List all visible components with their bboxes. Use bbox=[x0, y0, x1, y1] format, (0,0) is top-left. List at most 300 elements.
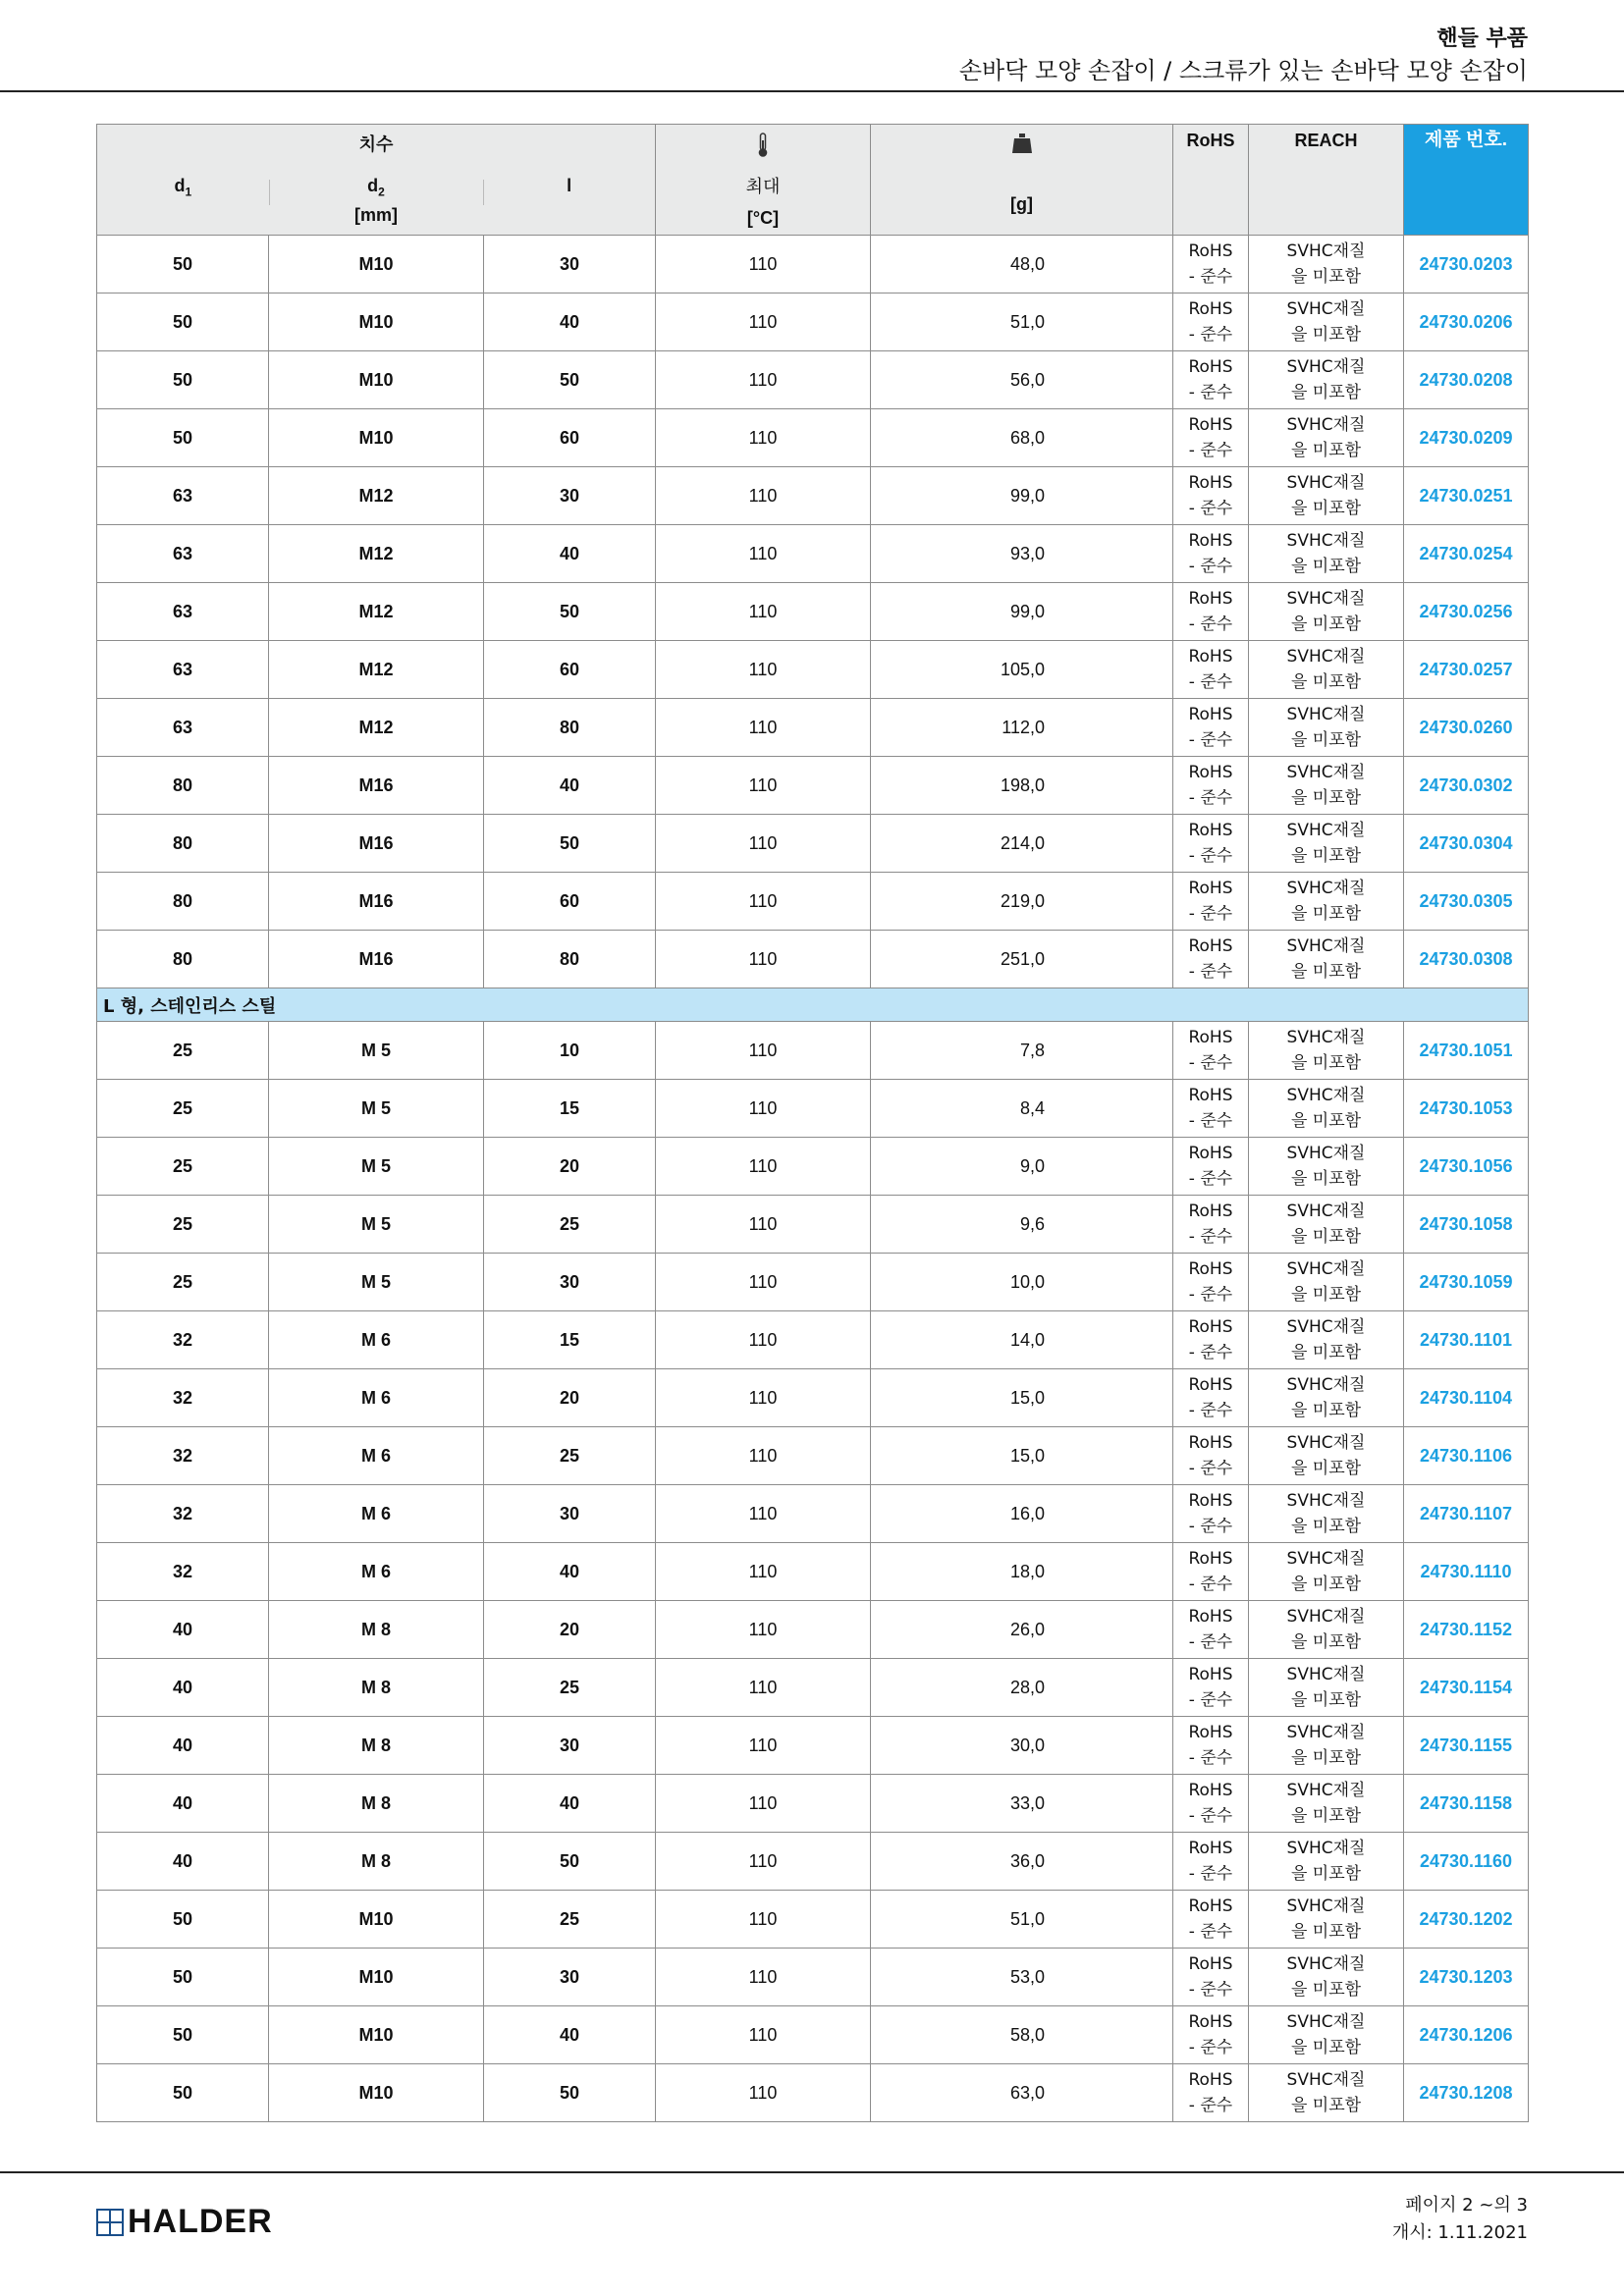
header-divider bbox=[0, 90, 1624, 92]
d2-cell: M16 bbox=[269, 815, 484, 873]
table-row bbox=[97, 815, 1529, 873]
reach-cell: SVHC재질 을 미포함 bbox=[1249, 1311, 1404, 1369]
rohs-cell: RoHS - 준수 bbox=[1173, 1254, 1249, 1311]
reach-cell: SVHC재질 을 미포함 bbox=[1249, 757, 1404, 815]
table-row bbox=[97, 294, 1529, 351]
reach-cell: SVHC재질 을 미포함 bbox=[1249, 409, 1404, 467]
product-number-link[interactable]: 24730.1106 bbox=[1404, 1427, 1529, 1485]
section-label: L 형, 스테인리스 스틸 bbox=[97, 988, 1529, 1022]
table-row bbox=[97, 1427, 1529, 1485]
temperature-cell: 110 bbox=[656, 351, 871, 409]
weight-cell: 68,0 bbox=[871, 409, 1173, 467]
temperature-cell: 110 bbox=[656, 873, 871, 931]
reach-cell: SVHC재질 을 미포함 bbox=[1249, 1891, 1404, 1949]
page-title: 핸들 부품 bbox=[1436, 27, 1528, 51]
weight-cell: 105,0 bbox=[871, 641, 1173, 699]
rohs-cell: RoHS - 준수 bbox=[1173, 1080, 1249, 1138]
weight-cell: 53,0 bbox=[871, 1949, 1173, 2006]
d1-cell: 50 bbox=[97, 2064, 269, 2122]
reach-cell: SVHC재질 을 미포함 bbox=[1249, 1601, 1404, 1659]
temperature-cell: 110 bbox=[656, 583, 871, 641]
weight-cell: 214,0 bbox=[871, 815, 1173, 873]
product-number-link[interactable]: 24730.0209 bbox=[1404, 409, 1529, 467]
product-number-link[interactable]: 24730.0251 bbox=[1404, 467, 1529, 525]
dimensions-label: 치수 bbox=[358, 134, 394, 154]
rohs-cell: RoHS - 준수 bbox=[1173, 873, 1249, 931]
temperature-cell: 110 bbox=[656, 1485, 871, 1543]
rohs-cell: RoHS - 준수 bbox=[1173, 1311, 1249, 1369]
reach-cell: SVHC재질 을 미포함 bbox=[1249, 1949, 1404, 2006]
table-row bbox=[97, 931, 1529, 988]
reach-cell: SVHC재질 을 미포함 bbox=[1249, 1080, 1404, 1138]
table-row bbox=[97, 641, 1529, 699]
d2-cell: M 5 bbox=[269, 1196, 484, 1254]
rohs-cell: RoHS - 준수 bbox=[1173, 1485, 1249, 1543]
table-row bbox=[97, 757, 1529, 815]
d1-cell: 80 bbox=[97, 815, 269, 873]
d1-cell: 25 bbox=[97, 1138, 269, 1196]
issue-date: 개시: 1.11.2021 bbox=[1391, 2222, 1528, 2243]
l-cell: 40 bbox=[484, 757, 656, 815]
table-row bbox=[97, 1022, 1529, 1080]
product-number-link[interactable]: 24730.0260 bbox=[1404, 699, 1529, 757]
reach-cell: SVHC재질 을 미포함 bbox=[1249, 1485, 1404, 1543]
reach-cell: SVHC재질 을 미포함 bbox=[1249, 1775, 1404, 1833]
d1-cell: 25 bbox=[97, 1022, 269, 1080]
table-row bbox=[97, 2064, 1529, 2122]
rohs-cell: RoHS - 준수 bbox=[1173, 236, 1249, 294]
l-cell: 40 bbox=[484, 525, 656, 583]
dimension-columns bbox=[97, 176, 655, 199]
rohs-cell: RoHS - 준수 bbox=[1173, 2064, 1249, 2122]
product-number-link[interactable]: 24730.0308 bbox=[1404, 931, 1529, 988]
d1-cell: 63 bbox=[97, 525, 269, 583]
table-row bbox=[97, 1659, 1529, 1717]
rohs-cell: RoHS - 준수 bbox=[1173, 1891, 1249, 1949]
d1-cell: 25 bbox=[97, 1254, 269, 1311]
d2-cell: M 5 bbox=[269, 1254, 484, 1311]
d1-cell: 25 bbox=[97, 1196, 269, 1254]
d1-cell: 80 bbox=[97, 931, 269, 988]
weight-cell: 26,0 bbox=[871, 1601, 1173, 1659]
d1-cell: 50 bbox=[97, 2006, 269, 2064]
table-row bbox=[97, 1196, 1529, 1254]
temperature-cell: 110 bbox=[656, 1717, 871, 1775]
d2-cell: M 5 bbox=[269, 1080, 484, 1138]
d2-cell: M10 bbox=[269, 1949, 484, 2006]
l-cell: 60 bbox=[484, 641, 656, 699]
product-number-link[interactable]: 24730.1152 bbox=[1404, 1601, 1529, 1659]
d1-cell: 32 bbox=[97, 1543, 269, 1601]
temperature-unit: [°C] bbox=[746, 208, 780, 228]
product-number-link[interactable]: 24730.1208 bbox=[1404, 2064, 1529, 2122]
d2-cell: M 5 bbox=[269, 1022, 484, 1080]
rohs-cell: RoHS - 준수 bbox=[1173, 351, 1249, 409]
product-number-link[interactable]: 24730.1158 bbox=[1404, 1775, 1529, 1833]
reach-cell: SVHC재질 을 미포함 bbox=[1249, 236, 1404, 294]
weight-cell: 10,0 bbox=[871, 1254, 1173, 1311]
temperature-cell: 110 bbox=[656, 1311, 871, 1369]
reach-cell: SVHC재질 을 미포함 bbox=[1249, 467, 1404, 525]
reach-cell: SVHC재질 을 미포함 bbox=[1249, 1369, 1404, 1427]
temperature-cell: 110 bbox=[656, 409, 871, 467]
table-body-b bbox=[97, 1022, 1529, 2122]
d1-cell: 32 bbox=[97, 1427, 269, 1485]
weight-cell: 219,0 bbox=[871, 873, 1173, 931]
weight-cell: 15,0 bbox=[871, 1427, 1173, 1485]
weight-cell: 9,0 bbox=[871, 1138, 1173, 1196]
l-cell: 25 bbox=[484, 1659, 656, 1717]
rohs-cell: RoHS - 준수 bbox=[1173, 1775, 1249, 1833]
weight-cell: 51,0 bbox=[871, 294, 1173, 351]
d2-cell: M 8 bbox=[269, 1833, 484, 1891]
product-number-link[interactable]: 24730.0256 bbox=[1404, 583, 1529, 641]
d1-cell: 40 bbox=[97, 1833, 269, 1891]
l-cell: 50 bbox=[484, 583, 656, 641]
product-number-link[interactable]: 24730.1206 bbox=[1404, 2006, 1529, 2064]
d1-cell: 40 bbox=[97, 1775, 269, 1833]
reach-cell: SVHC재질 을 미포함 bbox=[1249, 873, 1404, 931]
rohs-cell: RoHS - 준수 bbox=[1173, 409, 1249, 467]
l-cell: 15 bbox=[484, 1311, 656, 1369]
rohs-cell: RoHS - 준수 bbox=[1173, 757, 1249, 815]
l-cell: 10 bbox=[484, 1022, 656, 1080]
d2-cell: M12 bbox=[269, 467, 484, 525]
d2-cell: M 5 bbox=[269, 1138, 484, 1196]
rohs-cell: RoHS - 준수 bbox=[1173, 294, 1249, 351]
reach-cell: SVHC재질 을 미포함 bbox=[1249, 1543, 1404, 1601]
table-row bbox=[97, 1080, 1529, 1138]
reach-cell: SVHC재질 을 미포함 bbox=[1249, 351, 1404, 409]
table-row bbox=[97, 2006, 1529, 2064]
table-row bbox=[97, 467, 1529, 525]
l-cell: 80 bbox=[484, 699, 656, 757]
table-row bbox=[97, 525, 1529, 583]
l-cell: 20 bbox=[484, 1138, 656, 1196]
reach-cell: SVHC재질 을 미포함 bbox=[1249, 525, 1404, 583]
reach-cell: SVHC재질 을 미포함 bbox=[1249, 1427, 1404, 1485]
rohs-cell: RoHS - 준수 bbox=[1173, 1601, 1249, 1659]
l-cell: 60 bbox=[484, 409, 656, 467]
l-cell: 20 bbox=[484, 1369, 656, 1427]
l-cell: 40 bbox=[484, 1775, 656, 1833]
d1-cell: 50 bbox=[97, 236, 269, 294]
l-cell: 40 bbox=[484, 294, 656, 351]
d2-cell: M 8 bbox=[269, 1659, 484, 1717]
d2-cell: M10 bbox=[269, 409, 484, 467]
temperature-header bbox=[656, 125, 871, 236]
temperature-label: 최대 bbox=[745, 177, 781, 196]
l-cell: 40 bbox=[484, 2006, 656, 2064]
d1-cell: 80 bbox=[97, 757, 269, 815]
table-row bbox=[97, 699, 1529, 757]
rohs-cell: RoHS - 준수 bbox=[1173, 699, 1249, 757]
l-cell: 30 bbox=[484, 1949, 656, 2006]
d2-cell: M16 bbox=[269, 931, 484, 988]
rohs-cell: RoHS - 준수 bbox=[1173, 1717, 1249, 1775]
weight-cell: 16,0 bbox=[871, 1485, 1173, 1543]
table-row bbox=[97, 1311, 1529, 1369]
product-number-link[interactable]: 24730.1051 bbox=[1404, 1022, 1529, 1080]
product-number-link[interactable]: 24730.0208 bbox=[1404, 351, 1529, 409]
product-number-link[interactable]: 24730.1058 bbox=[1404, 1196, 1529, 1254]
l-cell: 15 bbox=[484, 1080, 656, 1138]
product-number-link[interactable]: 24730.0206 bbox=[1404, 294, 1529, 351]
d2-cell: M12 bbox=[269, 699, 484, 757]
product-number-link[interactable]: 24730.0302 bbox=[1404, 757, 1529, 815]
d2-cell: M 8 bbox=[269, 1717, 484, 1775]
weight-cell: 251,0 bbox=[871, 931, 1173, 988]
weight-cell: 93,0 bbox=[871, 525, 1173, 583]
product-number-link[interactable]: 24730.1107 bbox=[1404, 1485, 1529, 1543]
d1-cell: 63 bbox=[97, 699, 269, 757]
d1-cell: 50 bbox=[97, 1949, 269, 2006]
reach-cell: SVHC재질 을 미포함 bbox=[1249, 1138, 1404, 1196]
temperature-cell: 110 bbox=[656, 1601, 871, 1659]
rohs-cell: RoHS - 준수 bbox=[1173, 1427, 1249, 1485]
product-number-link[interactable]: 24730.1155 bbox=[1404, 1717, 1529, 1775]
d1-cell: 63 bbox=[97, 467, 269, 525]
d1-cell: 80 bbox=[97, 873, 269, 931]
d1-cell: 40 bbox=[97, 1659, 269, 1717]
d2-cell: M16 bbox=[269, 873, 484, 931]
d1-cell: 40 bbox=[97, 1601, 269, 1659]
l-cell: 60 bbox=[484, 873, 656, 931]
product-number-link[interactable]: 24730.1056 bbox=[1404, 1138, 1529, 1196]
reach-cell: SVHC재질 을 미포함 bbox=[1249, 1196, 1404, 1254]
weight-unit: [g] bbox=[1010, 194, 1033, 214]
product-number-link[interactable]: 24730.1160 bbox=[1404, 1833, 1529, 1891]
table-row bbox=[97, 1775, 1529, 1833]
weight-cell: 112,0 bbox=[871, 699, 1173, 757]
d2-cell: M 6 bbox=[269, 1485, 484, 1543]
temperature-cell: 110 bbox=[656, 1659, 871, 1717]
d2-cell: M 6 bbox=[269, 1369, 484, 1427]
temperature-cell: 110 bbox=[656, 699, 871, 757]
d1-cell: 32 bbox=[97, 1311, 269, 1369]
temperature-cell: 110 bbox=[656, 641, 871, 699]
temperature-cell: 110 bbox=[656, 2006, 871, 2064]
product-number-link[interactable]: 24730.1101 bbox=[1404, 1311, 1529, 1369]
rohs-cell: RoHS - 준수 bbox=[1173, 1659, 1249, 1717]
d2-cell: M12 bbox=[269, 641, 484, 699]
product-number-header: 제품 번호. bbox=[1404, 125, 1529, 236]
d2-cell: M10 bbox=[269, 1891, 484, 1949]
reach-cell: SVHC재질 을 미포함 bbox=[1249, 815, 1404, 873]
temperature-cell: 110 bbox=[656, 1254, 871, 1311]
l-cell: 50 bbox=[484, 2064, 656, 2122]
weight-cell: 58,0 bbox=[871, 2006, 1173, 2064]
product-number-link[interactable]: 24730.0203 bbox=[1404, 236, 1529, 294]
footer-divider bbox=[0, 2171, 1624, 2173]
weight-cell: 36,0 bbox=[871, 1833, 1173, 1891]
table-row bbox=[97, 1949, 1529, 2006]
table-row bbox=[97, 873, 1529, 931]
product-number-link[interactable]: 24730.0304 bbox=[1404, 815, 1529, 873]
weight-cell: 8,4 bbox=[871, 1080, 1173, 1138]
table-section bbox=[97, 988, 1529, 1022]
l-cell: 30 bbox=[484, 1485, 656, 1543]
product-number-link[interactable]: 24730.1154 bbox=[1404, 1659, 1529, 1717]
d2-cell: M10 bbox=[269, 351, 484, 409]
temperature-cell: 110 bbox=[656, 757, 871, 815]
weight-cell: 28,0 bbox=[871, 1659, 1173, 1717]
spec-table bbox=[96, 124, 1529, 2122]
rohs-header: RoHS bbox=[1173, 125, 1249, 236]
weight-cell: 15,0 bbox=[871, 1369, 1173, 1427]
l-cell: 25 bbox=[484, 1891, 656, 1949]
page-subtitle: 손바닥 모양 손잡이 / 스크류가 있는 손바닥 모양 손잡이 bbox=[958, 57, 1528, 84]
table-row bbox=[97, 1369, 1529, 1427]
d2-cell: M10 bbox=[269, 2006, 484, 2064]
d2-cell: M12 bbox=[269, 525, 484, 583]
temperature-cell: 110 bbox=[656, 236, 871, 294]
d2-cell: M12 bbox=[269, 583, 484, 641]
reach-cell: SVHC재질 을 미포함 bbox=[1249, 931, 1404, 988]
rohs-cell: RoHS - 준수 bbox=[1173, 1369, 1249, 1427]
weight-cell: 198,0 bbox=[871, 757, 1173, 815]
l-cell: 80 bbox=[484, 931, 656, 988]
temperature-cell: 110 bbox=[656, 1833, 871, 1891]
product-number-link[interactable]: 24730.1110 bbox=[1404, 1543, 1529, 1601]
temperature-cell: 110 bbox=[656, 1138, 871, 1196]
weight-cell: 48,0 bbox=[871, 236, 1173, 294]
product-number-link[interactable]: 24730.1203 bbox=[1404, 1949, 1529, 2006]
product-number-link[interactable]: 24730.0305 bbox=[1404, 873, 1529, 931]
l-cell: 30 bbox=[484, 236, 656, 294]
temperature-cell: 110 bbox=[656, 1022, 871, 1080]
logo-text: HALDER bbox=[128, 2203, 273, 2240]
temperature-cell: 110 bbox=[656, 931, 871, 988]
l-cell: 20 bbox=[484, 1601, 656, 1659]
d1-cell: 50 bbox=[97, 351, 269, 409]
temperature-cell: 110 bbox=[656, 525, 871, 583]
thermometer-icon bbox=[656, 125, 870, 163]
table-row bbox=[97, 1717, 1529, 1775]
table-row bbox=[97, 1138, 1529, 1196]
reach-cell: SVHC재질 을 미포함 bbox=[1249, 2006, 1404, 2064]
temperature-cell: 110 bbox=[656, 1080, 871, 1138]
rohs-cell: RoHS - 준수 bbox=[1173, 1949, 1249, 2006]
weight-cell: 30,0 bbox=[871, 1717, 1173, 1775]
table-row bbox=[97, 583, 1529, 641]
mm-unit: [mm] bbox=[353, 204, 398, 225]
product-number-link[interactable]: 24730.0257 bbox=[1404, 641, 1529, 699]
temperature-cell: 110 bbox=[656, 1369, 871, 1427]
product-number-link[interactable]: 24730.1053 bbox=[1404, 1080, 1529, 1138]
rohs-cell: RoHS - 준수 bbox=[1173, 1138, 1249, 1196]
d1-cell: 63 bbox=[97, 583, 269, 641]
rohs-cell: RoHS - 준수 bbox=[1173, 583, 1249, 641]
temperature-cell: 110 bbox=[656, 1891, 871, 1949]
table-row bbox=[97, 1833, 1529, 1891]
reach-header: REACH bbox=[1249, 125, 1404, 236]
logo-mark-icon bbox=[96, 2209, 124, 2236]
d1-cell: 32 bbox=[97, 1369, 269, 1427]
rohs-cell: RoHS - 준수 bbox=[1173, 931, 1249, 988]
table-row bbox=[97, 1543, 1529, 1601]
halder-logo bbox=[96, 2203, 273, 2241]
reach-cell: SVHC재질 을 미포함 bbox=[1249, 1659, 1404, 1717]
d2-cell: M16 bbox=[269, 757, 484, 815]
temperature-cell: 110 bbox=[656, 1427, 871, 1485]
l-cell: 50 bbox=[484, 1833, 656, 1891]
product-number-link[interactable]: 24730.1202 bbox=[1404, 1891, 1529, 1949]
weight-icon bbox=[871, 125, 1172, 159]
temperature-cell: 110 bbox=[656, 1949, 871, 2006]
d1-cell: 25 bbox=[97, 1080, 269, 1138]
temperature-cell: 110 bbox=[656, 815, 871, 873]
weight-cell: 18,0 bbox=[871, 1543, 1173, 1601]
l-cell: 30 bbox=[484, 1717, 656, 1775]
reach-cell: SVHC재질 을 미포함 bbox=[1249, 2064, 1404, 2122]
d2-cell: M 8 bbox=[269, 1601, 484, 1659]
l-cell: 40 bbox=[484, 1543, 656, 1601]
product-number-link[interactable]: 24730.0254 bbox=[1404, 525, 1529, 583]
d1-cell: 50 bbox=[97, 409, 269, 467]
reach-cell: SVHC재질 을 미포함 bbox=[1249, 1717, 1404, 1775]
rohs-cell: RoHS - 준수 bbox=[1173, 1196, 1249, 1254]
d2-cell: M 6 bbox=[269, 1311, 484, 1369]
l-cell: 25 bbox=[484, 1427, 656, 1485]
reach-cell: SVHC재질 을 미포함 bbox=[1249, 294, 1404, 351]
weight-cell: 51,0 bbox=[871, 1891, 1173, 1949]
table-row bbox=[97, 409, 1529, 467]
d2-cell: M10 bbox=[269, 236, 484, 294]
l-cell: 30 bbox=[484, 467, 656, 525]
weight-cell: 14,0 bbox=[871, 1311, 1173, 1369]
temperature-cell: 110 bbox=[656, 1543, 871, 1601]
reach-cell: SVHC재질 을 미포함 bbox=[1249, 1833, 1404, 1891]
reach-cell: SVHC재질 을 미포함 bbox=[1249, 1254, 1404, 1311]
dimensions-header bbox=[97, 125, 656, 236]
table-row bbox=[97, 351, 1529, 409]
rohs-cell: RoHS - 준수 bbox=[1173, 1833, 1249, 1891]
l-cell: 30 bbox=[484, 1254, 656, 1311]
rohs-cell: RoHS - 준수 bbox=[1173, 467, 1249, 525]
rohs-cell: RoHS - 준수 bbox=[1173, 815, 1249, 873]
table-row bbox=[97, 1485, 1529, 1543]
temperature-cell: 110 bbox=[656, 294, 871, 351]
d1-cell: 63 bbox=[97, 641, 269, 699]
product-number-link[interactable]: 24730.1104 bbox=[1404, 1369, 1529, 1427]
d1-cell: 50 bbox=[97, 1891, 269, 1949]
weight-cell: 63,0 bbox=[871, 2064, 1173, 2122]
weight-cell: 33,0 bbox=[871, 1775, 1173, 1833]
weight-cell: 99,0 bbox=[871, 583, 1173, 641]
table-row bbox=[97, 1601, 1529, 1659]
rohs-cell: RoHS - 준수 bbox=[1173, 2006, 1249, 2064]
temperature-cell: 110 bbox=[656, 2064, 871, 2122]
l-cell: 50 bbox=[484, 351, 656, 409]
d1-cell: 40 bbox=[97, 1717, 269, 1775]
table-row bbox=[97, 236, 1529, 294]
l-header: l bbox=[483, 176, 655, 199]
temperature-cell: 110 bbox=[656, 467, 871, 525]
weight-cell: 7,8 bbox=[871, 1022, 1173, 1080]
product-number-link[interactable]: 24730.1059 bbox=[1404, 1254, 1529, 1311]
d2-header: $d_2$ bbox=[269, 176, 484, 199]
l-cell: 50 bbox=[484, 815, 656, 873]
d2-cell: M 8 bbox=[269, 1775, 484, 1833]
reach-cell: SVHC재질 을 미포함 bbox=[1249, 699, 1404, 757]
rohs-cell: RoHS - 준수 bbox=[1173, 1543, 1249, 1601]
d2-cell: M 6 bbox=[269, 1427, 484, 1485]
table-row bbox=[97, 1254, 1529, 1311]
temperature-cell: 110 bbox=[656, 1196, 871, 1254]
page-number: 페이지 2 ~의 3 bbox=[1405, 2195, 1528, 2216]
d1-header: $d_1$ bbox=[174, 176, 192, 199]
